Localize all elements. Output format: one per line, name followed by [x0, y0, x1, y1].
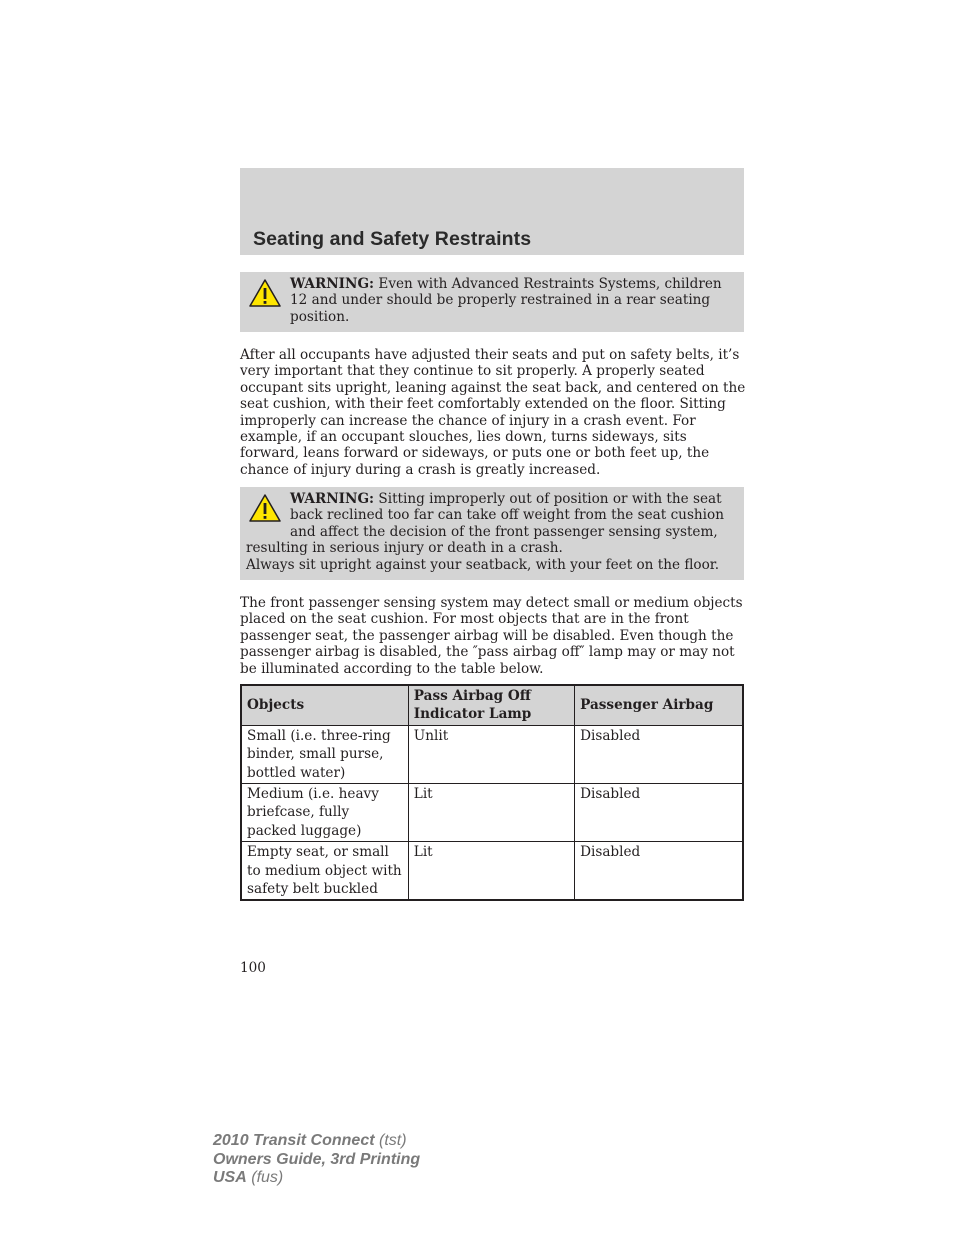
column-header-objects: Objects	[241, 685, 408, 725]
warning-text: Even with Advanced Restraints Systems, children 12 and under should be properly restrained in a rear seating position.	[290, 276, 722, 325]
table-row	[241, 725, 743, 783]
footer-line-market: USA (fus)	[213, 1169, 284, 1186]
table-cell: Unlit	[408, 725, 574, 783]
objects-airbag-table	[240, 684, 744, 901]
table-cell: Lit	[408, 784, 574, 842]
page-number: 100	[240, 960, 266, 976]
table-header-row	[241, 685, 743, 725]
warning-label: WARNING:	[290, 276, 375, 292]
table-row	[241, 784, 743, 842]
footer-line-model: 2010 Transit Connect (tst)	[213, 1132, 407, 1149]
warning-text: Sitting improperly out of position or with the seat back reclined too far can take off weight from the seat cushion and affect the decision of the front passenger sensing system, resulting in serious injury or death in a crash.	[246, 491, 724, 557]
paragraph-sensing-system: The front passenger sensing system may detect small or medium objects placed on the seat cushion. For most objects that are in the front passenger seat, the passenger airbag will be disabled. Even though the passenger airbag is disabled, the ″pass airbag off″ lamp may or may not be illuminated according to the table below.	[240, 595, 743, 677]
table-cell: Disabled	[575, 725, 743, 783]
table-cell: Disabled	[575, 842, 743, 901]
footer-line-edition: Owners Guide, 3rd Printing	[213, 1150, 421, 1168]
column-header-indicator-lamp: Pass Airbag Off Indicator Lamp	[408, 685, 574, 725]
column-header-passenger-airbag: Passenger Airbag	[575, 685, 743, 725]
table-row	[241, 842, 743, 901]
warning-instruction: Always sit upright against your seatback, with your feet on the floor.	[246, 556, 720, 573]
warning-triangle-icon	[248, 493, 282, 525]
table-cell: Disabled	[575, 784, 743, 842]
warning-triangle-icon	[248, 278, 282, 310]
table-cell: Lit	[408, 842, 574, 901]
table-cell: Medium (i.e. heavy briefcase, fully packed luggage)	[241, 784, 408, 842]
warning-box-seating-position	[240, 487, 744, 580]
paragraph-sitting-properly: After all occupants have adjusted their seats and put on safety belts, it’s very important that they continue to sit properly. A properly seated occupant sits upright, leaning against the seat back, and centered on the seat cushion, with their feet comfortably extended on the floor. Sitting improperly can increase the chance of injury in a crash event. For example, if an occupant slouches, lies down, turns sideways, sits forward, leans forward or sideways, or puts one or both feet up, the chance of injury during a crash is greatly increased.	[240, 347, 746, 478]
section-header-band	[240, 168, 744, 255]
warning-box-children	[240, 272, 744, 332]
table-cell: Small (i.e. three-ring binder, small purse, bottled water)	[241, 725, 408, 783]
table-cell: Empty seat, or small to medium object with safety belt buckled	[241, 842, 408, 901]
document-footer	[213, 1132, 420, 1188]
section-title: Seating and Safety Restraints	[253, 228, 532, 250]
warning-label: WARNING:	[290, 491, 375, 507]
